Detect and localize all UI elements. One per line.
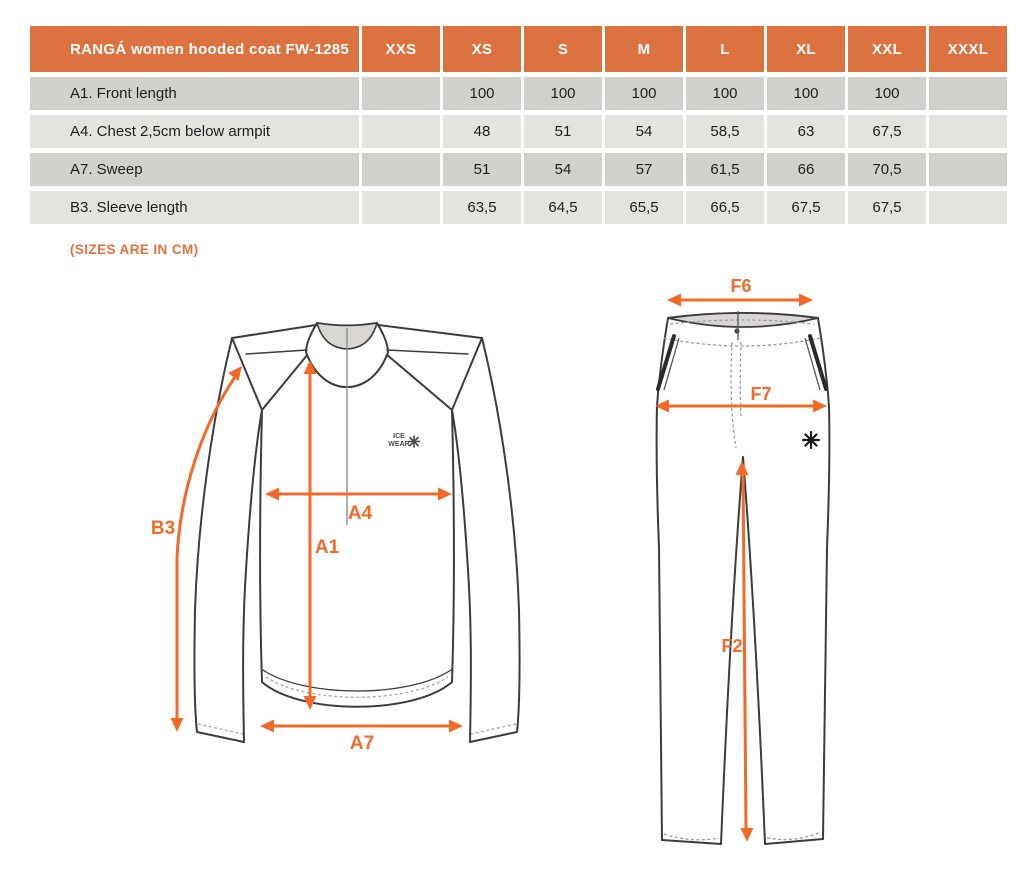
value-cell: 67,5 [848,191,926,224]
value-cell: 48 [443,115,521,148]
f2-label: F2 [721,636,743,656]
svg-text:ICE: ICE [393,433,405,440]
value-cell: 70,5 [848,153,926,186]
value-cell: 100 [686,77,764,110]
a4-label: A4 [347,503,373,524]
f7-label: F7 [750,384,772,404]
value-cell: 54 [524,153,602,186]
row-label-sweep: A7. Sweep [30,153,359,186]
value-cell: 100 [524,77,602,110]
value-cell: 51 [524,115,602,148]
value-cell [362,153,440,186]
row-label-chest: A4. Chest 2,5cm below armpit [30,115,359,148]
f6-label: F6 [730,278,752,296]
value-cell: 57 [605,153,683,186]
size-table [30,26,1007,224]
value-cell: 100 [848,77,926,110]
value-cell: 67,5 [848,115,926,148]
size-header-m: M [605,26,683,72]
a1-label: A1 [314,537,340,558]
units-note: (SIZES ARE IN CM) [70,242,199,257]
b3-label: B3 [150,518,176,539]
value-cell [929,77,1007,110]
value-cell [362,115,440,148]
value-cell: 100 [767,77,845,110]
jacket-diagram [120,290,560,770]
row-label-front-length: A1. Front length [30,77,359,110]
row-label-sleeve-length: B3. Sleeve length [30,191,359,224]
value-cell: 66,5 [686,191,764,224]
value-cell [929,191,1007,224]
value-cell: 67,5 [767,191,845,224]
logo-snowflake-icon [409,436,420,447]
value-cell: 65,5 [605,191,683,224]
value-cell: 58,5 [686,115,764,148]
table-title: RANGÁ women hooded coat FW-1285 [30,26,359,72]
waist-button [734,328,739,333]
a7-label: A7 [349,733,375,754]
value-cell: 61,5 [686,153,764,186]
value-cell: 54 [605,115,683,148]
value-cell [929,153,1007,186]
jacket-outline [194,323,519,742]
value-cell: 100 [605,77,683,110]
pants-diagram [630,278,850,858]
size-header-l: L [686,26,764,72]
value-cell: 100 [443,77,521,110]
value-cell: 66 [767,153,845,186]
value-cell: 63,5 [443,191,521,224]
size-header-s: S [524,26,602,72]
value-cell [362,77,440,110]
value-cell: 51 [443,153,521,186]
size-header-xs: XS [443,26,521,72]
svg-text:WEAR: WEAR [388,441,410,448]
snowflake-logo-icon [803,432,819,448]
size-header-xxs: XXS [362,26,440,72]
value-cell [362,191,440,224]
value-cell: 63 [767,115,845,148]
size-header-xxxl: XXXL [929,26,1007,72]
value-cell [929,115,1007,148]
f2-measure-arrow [743,473,746,829]
value-cell: 64,5 [524,191,602,224]
size-header-xxl: XXL [848,26,926,72]
size-header-xl: XL [767,26,845,72]
